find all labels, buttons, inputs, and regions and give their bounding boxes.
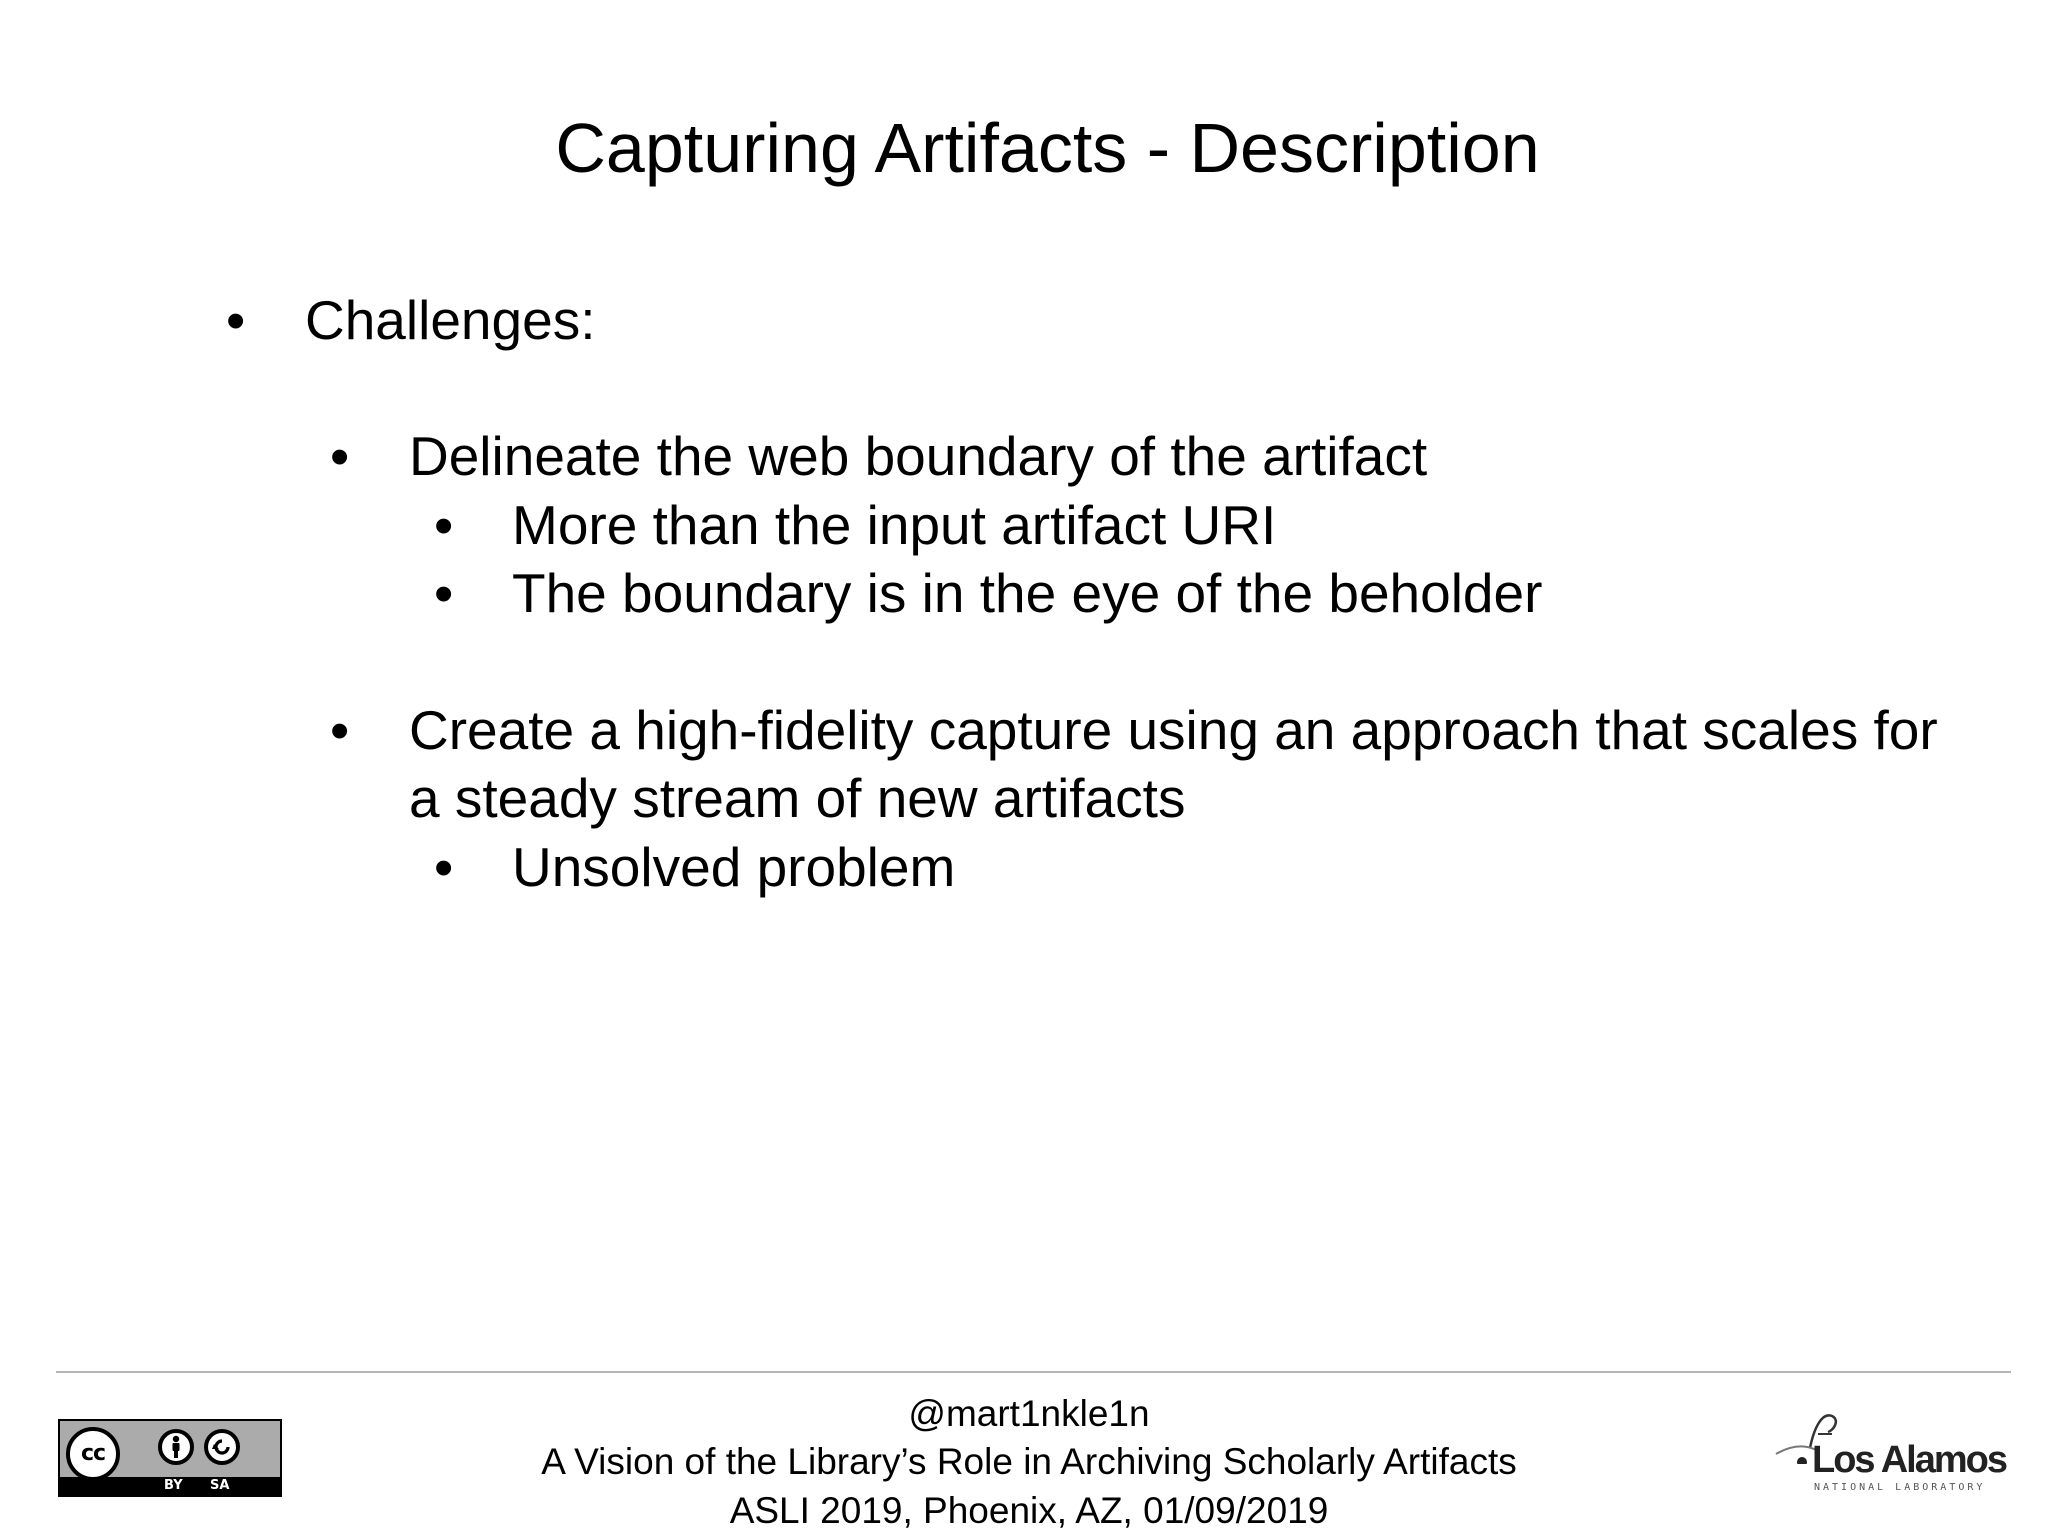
bullet-marker: •	[434, 836, 454, 898]
bullet-eye-of-beholder: The boundary is in the eye of the beholder	[512, 562, 1543, 624]
bullet-unsolved: Unsolved problem	[512, 836, 956, 898]
footer-handle: @mart1nkle1n	[908, 1393, 1150, 1434]
license-sa-label: SA	[210, 1478, 230, 1493]
bullet-high-fidelity-cont: a steady stream of new artifacts	[409, 767, 1186, 829]
bullet-more-than-uri: More than the input artifact URI	[512, 494, 1277, 556]
bullet-marker: •	[330, 699, 350, 761]
license-by-label: BY	[164, 1478, 183, 1493]
cc-by-sa-license-icon	[58, 1419, 282, 1497]
bullet-marker: •	[434, 494, 454, 556]
logo-name: Los Alamos	[1812, 1439, 2006, 1481]
slide-title: Capturing Artifacts - Description	[555, 109, 1540, 187]
bullet-marker: •	[330, 425, 350, 487]
attribution-icon	[158, 1429, 194, 1465]
bullet-delineate: Delineate the web boundary of the artifact	[409, 425, 1428, 487]
bullet-high-fidelity: Create a high-fidelity capture using an approach that scales for	[409, 699, 1938, 761]
los-alamos-logo	[1770, 1404, 2020, 1496]
cc-icon: cc	[66, 1427, 120, 1481]
bullet-marker: •	[226, 289, 246, 351]
footer-talk-title: A Vision of the Library’s Role in Archiving Scholarly Artifacts	[541, 1441, 1517, 1482]
footer-event: ASLI 2019, Phoenix, AZ, 01/09/2019	[729, 1490, 1329, 1531]
logo-subtitle: NATIONAL LABORATORY	[1814, 1482, 1986, 1493]
footer-divider	[56, 1371, 2011, 1373]
bullet-marker: •	[434, 562, 454, 624]
bullet-challenges: Challenges:	[305, 289, 596, 351]
share-alike-icon	[204, 1429, 240, 1465]
